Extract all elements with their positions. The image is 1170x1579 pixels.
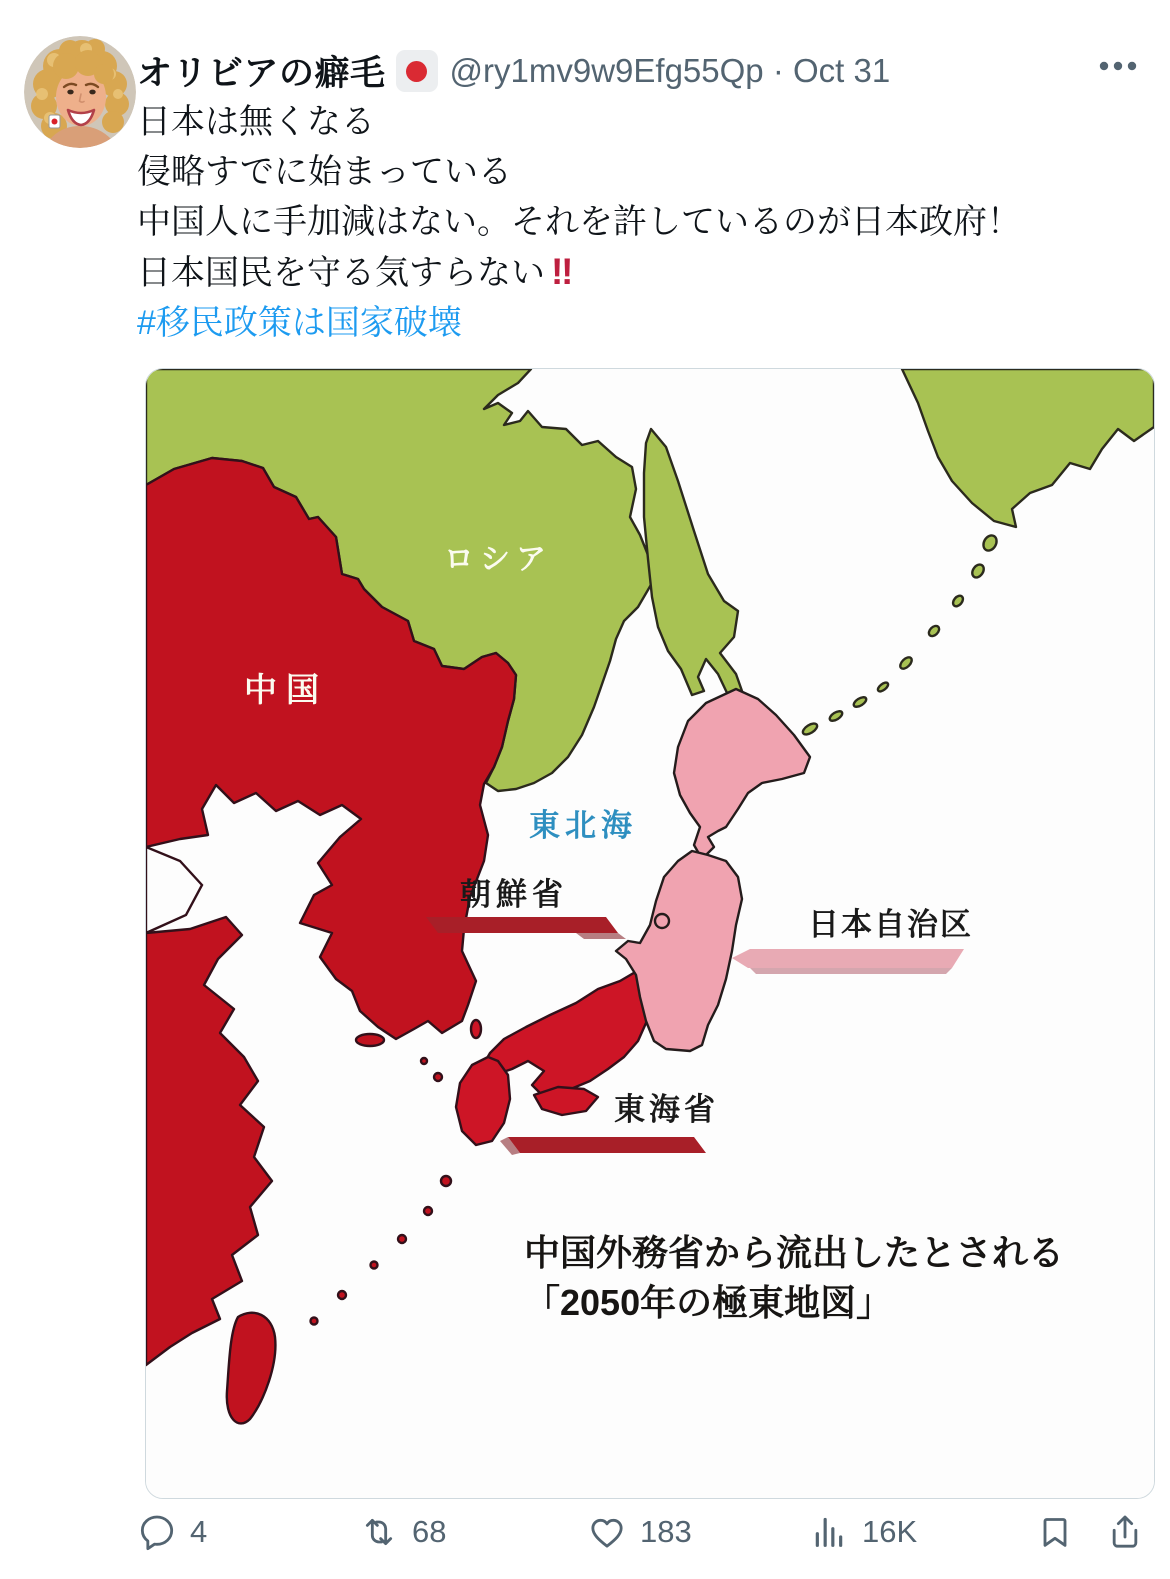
- display-name[interactable]: オリビアの癖毛: [137, 54, 386, 93]
- separator-dot: ·: [772, 52, 784, 89]
- japan-autonomous-label: 日本自治区: [808, 907, 973, 942]
- korea-province-label: 朝鮮省: [460, 877, 568, 912]
- retweet-button[interactable]: [359, 1500, 446, 1564]
- flag-red-circle: [406, 61, 427, 82]
- more-menu-icon[interactable]: [1094, 46, 1142, 86]
- japan-callout-bar: [732, 949, 964, 968]
- bookmark-icon: [1035, 1512, 1075, 1552]
- russia-label: ロシア: [444, 543, 552, 576]
- share-button[interactable]: [1105, 1500, 1145, 1564]
- share-icon: [1105, 1512, 1145, 1552]
- avatar-illustration: [24, 36, 136, 148]
- japan-flag-emoji: [396, 50, 438, 92]
- post-date: Oct 31: [793, 52, 891, 89]
- avatar[interactable]: [24, 36, 136, 148]
- analytics-icon: [809, 1512, 849, 1552]
- far-east-map: [146, 369, 1154, 1498]
- sea-label: 東北海: [529, 808, 637, 843]
- view-count: 16K: [862, 1514, 918, 1549]
- tweet-line: 日本国民を守る気すらない ‼: [137, 251, 573, 292]
- user-handle[interactable]: @ry1mv9w9Efg55Qp · Oct 31: [449, 52, 891, 89]
- reply-button[interactable]: [137, 1500, 207, 1564]
- map-caption-line2: 「2050年の極東地図」: [524, 1282, 893, 1323]
- china-label: 中国: [244, 671, 328, 708]
- tokai-province-label: 東海省: [614, 1092, 719, 1127]
- tweet-body: [137, 97, 1149, 348]
- double-exclamation-emoji: ‼: [551, 251, 573, 292]
- bookmark-button[interactable]: [1035, 1500, 1075, 1564]
- like-button[interactable]: [587, 1500, 692, 1564]
- tokai-callout-bar: [508, 1137, 706, 1153]
- tsushima-island: [471, 1020, 481, 1038]
- heart-icon: [587, 1512, 627, 1552]
- japan-callout-bar-shadow: [750, 968, 952, 974]
- views-button[interactable]: [809, 1500, 917, 1564]
- like-count: 183: [640, 1514, 692, 1549]
- tweet-line: 日本は無くなる: [137, 103, 375, 141]
- hashtag-link[interactable]: #移民政策は国家破壊: [137, 304, 462, 342]
- retweet-count: 68: [412, 1514, 447, 1549]
- reply-icon: [137, 1512, 177, 1552]
- tweet-line: 中国人に手加減はない。それを許しているのが日本政府！: [137, 203, 1021, 241]
- post-header: [137, 48, 890, 94]
- jeju-island: [356, 1034, 384, 1046]
- tweet-image-map[interactable]: [145, 368, 1155, 1499]
- map-caption-line1: 中国外務省から流出したとされる: [524, 1232, 1065, 1273]
- korea-callout-bar: [426, 917, 618, 933]
- engagement-bar: [137, 1500, 1153, 1564]
- retweet-icon: [359, 1512, 399, 1552]
- korea-callout-bar-shadow: [576, 933, 626, 939]
- reply-count: 4: [190, 1514, 208, 1549]
- sado-island: [655, 914, 669, 928]
- tweet-line: 侵略すでに始まっている: [137, 153, 513, 191]
